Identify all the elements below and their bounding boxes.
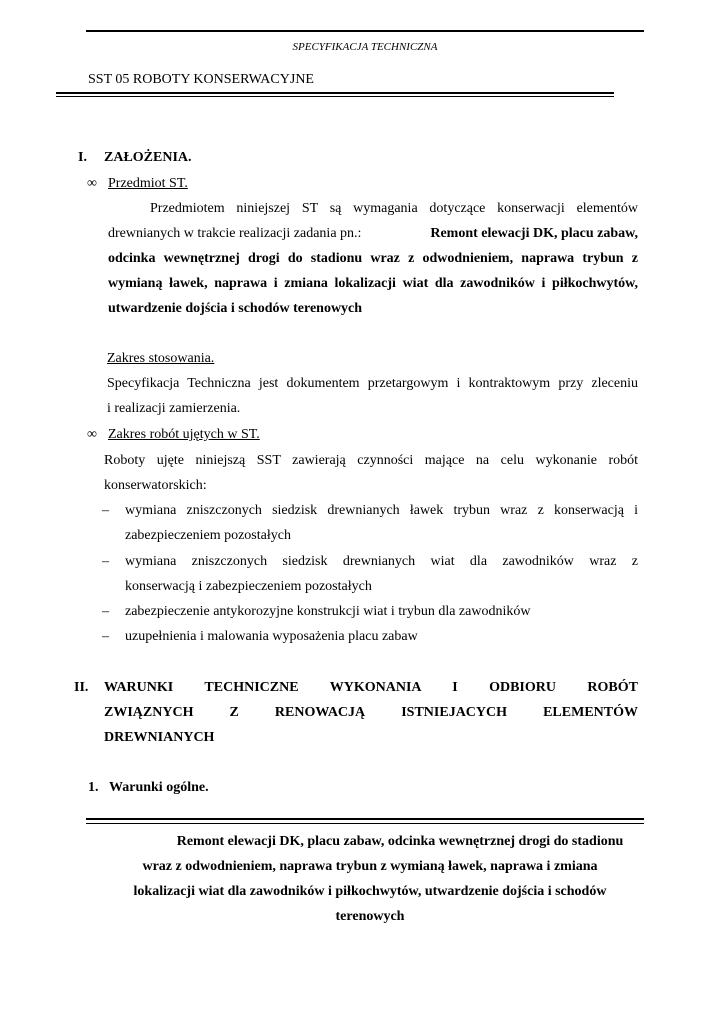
list-item-2-line-1: wymiana zniszczonych siedzisk drewnianych wiat dla zawodników wraz z bbox=[125, 554, 638, 569]
list-item-1-line-2: zabezpieczeniem pozostałych bbox=[125, 528, 291, 543]
scope-line-2: i realizacji zamierzenia. bbox=[107, 401, 241, 416]
section1-numeral: I. bbox=[78, 150, 87, 165]
list-item-2-line-2: konserwacją i zabezpieczeniem pozostałych bbox=[125, 579, 372, 594]
section2-title-line-3: DREWNIANYCH bbox=[104, 730, 215, 745]
dash-icon: – bbox=[102, 604, 109, 619]
section1-title: ZAŁOŻENIA. bbox=[104, 150, 192, 165]
footer-line-2: wraz z odwodnieniem, naprawa trybun z wymianą ławek, naprawa i zmiana bbox=[142, 859, 598, 874]
footer-line-3: lokalizacji wiat dla zawodników i piłkochwytów, utwardzenie dojścia i schodów bbox=[133, 884, 607, 899]
section2-numeral: II. bbox=[74, 680, 89, 695]
bullet-icon: ∞ bbox=[87, 176, 97, 191]
header-rule-2 bbox=[56, 96, 614, 97]
bullet-icon: ∞ bbox=[87, 427, 97, 442]
subject-bold-line-1: odcinka wewnętrznej drogi do stadionu wraz z odwodnieniem, naprawa trybun z bbox=[108, 251, 638, 266]
section2-title-line-2: ZWIĄZNYCH Z RENOWACJĄ ISTNIEJACYCH ELEMENTÓW bbox=[104, 705, 638, 720]
subject-line-1: Przedmiotem niniejszej ST są wymagania dotyczące konserwacji elementów bbox=[150, 201, 638, 216]
dash-icon: – bbox=[102, 629, 109, 644]
subject-line-2-text: drewnianych w trakcie realizacji zadania pn.: bbox=[108, 226, 365, 241]
works-heading: Zakres robót ujętych w ST. bbox=[108, 427, 260, 442]
scope-line-1: Specyfikacja Techniczna jest dokumentem przetargowym i kontraktowym przy zleceniu bbox=[107, 376, 638, 391]
dash-icon: – bbox=[102, 503, 109, 518]
list-item-1-line-1: wymiana zniszczonych siedzisk drewnianych ławek trybun wraz z konserwacją i bbox=[125, 503, 638, 518]
dash-icon: – bbox=[102, 554, 109, 569]
works-line-2: konserwatorskich: bbox=[104, 478, 207, 493]
subject-bold-line-3: utwardzenie dojścia i schodów terenowych bbox=[108, 301, 363, 316]
footer-rule-1 bbox=[86, 818, 644, 820]
subsection-title: Warunki ogólne. bbox=[109, 780, 209, 795]
list-item-3: zabezpieczenie antykorozyjne konstrukcji wiat i trybun dla zawodników bbox=[125, 604, 531, 619]
header-rule-1 bbox=[56, 92, 614, 94]
doc-code: SST 05 ROBOTY KONSERWACYJNE bbox=[88, 72, 314, 87]
spec-title: SPECYFIKACJA TECHNICZNA bbox=[292, 41, 438, 53]
section2-title-line-1: WARUNKI TECHNICZNE WYKONANIA I ODBIORU ROBÓT bbox=[104, 680, 638, 695]
footer-line-1: Remont elewacji DK, placu zabaw, odcinka wewnętrznej drogi do stadionu bbox=[176, 834, 624, 849]
subsection-number: 1. bbox=[88, 780, 99, 795]
subject-bold-line-2: wymianą ławek, naprawa i zmiana lokalizacji wiat dla zawodników i piłkochwytów, bbox=[108, 276, 638, 291]
scope-heading: Zakres stosowania. bbox=[107, 351, 215, 366]
list-item-4: uzupełnienia i malowania wyposażenia placu zabaw bbox=[125, 629, 418, 644]
subject-heading: Przedmiot ST. bbox=[108, 176, 188, 191]
subject-bold-start: Remont elewacji DK, placu zabaw, bbox=[430, 226, 638, 241]
footer-rule-2 bbox=[86, 823, 644, 824]
footer-line-4: terenowych bbox=[335, 909, 405, 924]
works-line-1: Roboty ujęte niniejszą SST zawierają czynności mające na celu wykonanie robót bbox=[104, 453, 638, 468]
header-top-rule bbox=[86, 30, 644, 32]
subject-line-2 bbox=[108, 226, 638, 242]
